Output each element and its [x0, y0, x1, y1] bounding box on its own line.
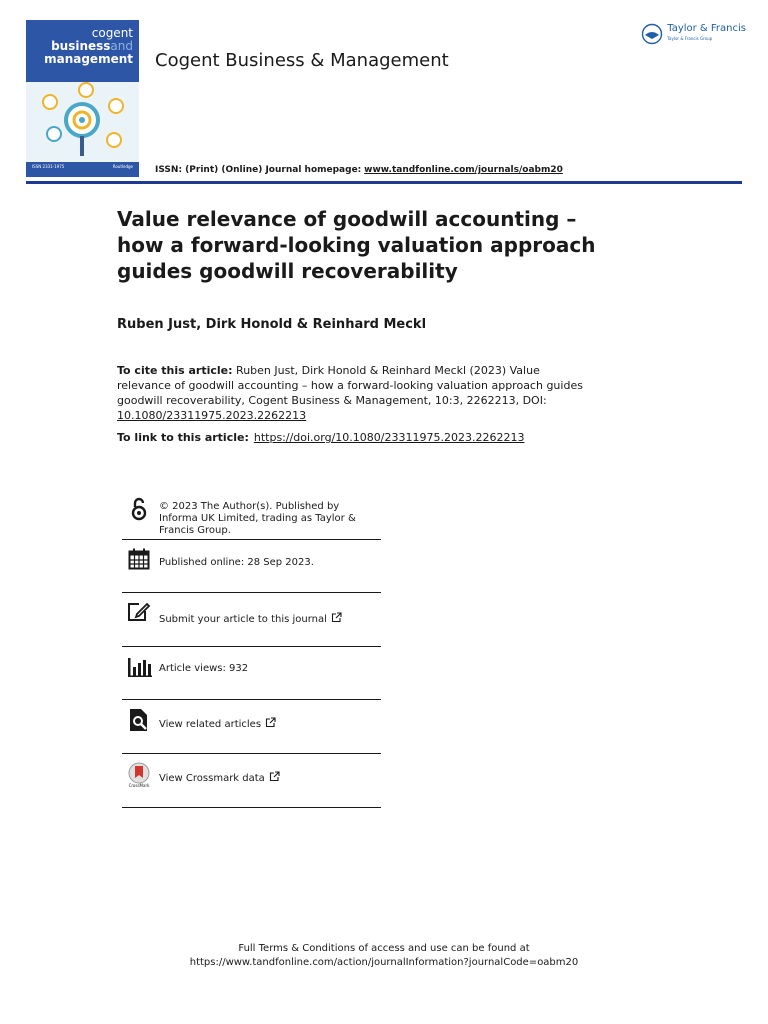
- citation-block: To cite this article: Ruben Just, Dirk Honold & Reinhard Meckl (2023) Value relevance of goodwill accounting – how a forward-looking valuation approach guides goodwill recoverability, Cogent Business & Management, 10:3, 2262213, DOI: 10.1080/23311975.2023.2262213: [117, 364, 583, 422]
- external-link-icon: [331, 612, 342, 623]
- journal-cover-image: [26, 20, 139, 177]
- journal-homepage-link[interactable]: www.tandfonline.com/journals/oabm20: [364, 165, 563, 175]
- terms-footer: [0, 942, 768, 970]
- article-title: Value relevance of goodwill accounting – how a forward-looking valuation approach guides goodwill recoverability: [117, 207, 596, 283]
- cover-title-management: management: [44, 52, 133, 66]
- article-doi-link[interactable]: https://doi.org/10.1080/23311975.2023.2262213: [253, 431, 525, 444]
- published-date: Published online: 28 Sep 2023.: [159, 557, 314, 568]
- license-text: © 2023 The Author(s). Published by Informa UK Limited, trading as Taylor & Francis Group.: [159, 501, 356, 536]
- article-views: Article views: 932: [159, 663, 249, 674]
- list-item-views: [122, 647, 381, 700]
- cover-title-business: businessand: [51, 39, 133, 53]
- list-item-crossmark[interactable]: [122, 754, 381, 808]
- list-item-published: [122, 540, 381, 593]
- cover-footer: ISSN 2331-1975 Routledge: [26, 162, 139, 177]
- article-link-line: To link to this article: https://doi.org/10.1080/23311975.2023.2262213: [117, 431, 525, 444]
- external-link-icon: [265, 717, 276, 728]
- external-link-icon: [269, 771, 280, 782]
- taylor-francis-logo[interactable]: Taylor & Francis Taylor & Francis Group: [641, 22, 746, 46]
- crossmark-icon: [126, 762, 152, 788]
- calendar-icon: [126, 546, 152, 572]
- list-item-submit[interactable]: [122, 593, 381, 647]
- crossmark-caption: CrossMark: [128, 783, 150, 788]
- issn-line: ISSN: (Print) (Online) Journal homepage: www.tandfonline.com/journals/oabm20: [155, 165, 563, 175]
- terms-url[interactable]: https://www.tandfonline.com/action/journalInformation?journalCode=oabm20: [189, 957, 579, 968]
- header-divider: [26, 181, 742, 184]
- open-access-icon: [126, 496, 152, 522]
- list-item-related[interactable]: [122, 700, 381, 754]
- taylor-francis-logo-icon: [641, 23, 663, 45]
- cover-illustration: [26, 82, 139, 162]
- list-item-license: [122, 496, 381, 540]
- bar-chart-icon: [126, 654, 152, 680]
- article-info-list: [122, 496, 381, 808]
- journal-name: Cogent Business & Management: [155, 50, 449, 71]
- submit-article-link[interactable]: Submit your article to this journal: [159, 612, 342, 626]
- cover-title-cogent: cogent: [91, 26, 133, 40]
- terms-text: Full Terms & Conditions of access and use can be found at: [238, 943, 530, 954]
- search-document-icon: [126, 707, 152, 733]
- edit-icon: [126, 598, 152, 624]
- related-articles-link[interactable]: View related articles: [159, 717, 276, 731]
- citation-doi-link[interactable]: 10.1080/23311975.2023.2262213: [117, 409, 307, 422]
- article-authors: Ruben Just, Dirk Honold & Reinhard Meckl: [117, 317, 427, 332]
- crossmark-link[interactable]: View Crossmark data: [159, 771, 280, 785]
